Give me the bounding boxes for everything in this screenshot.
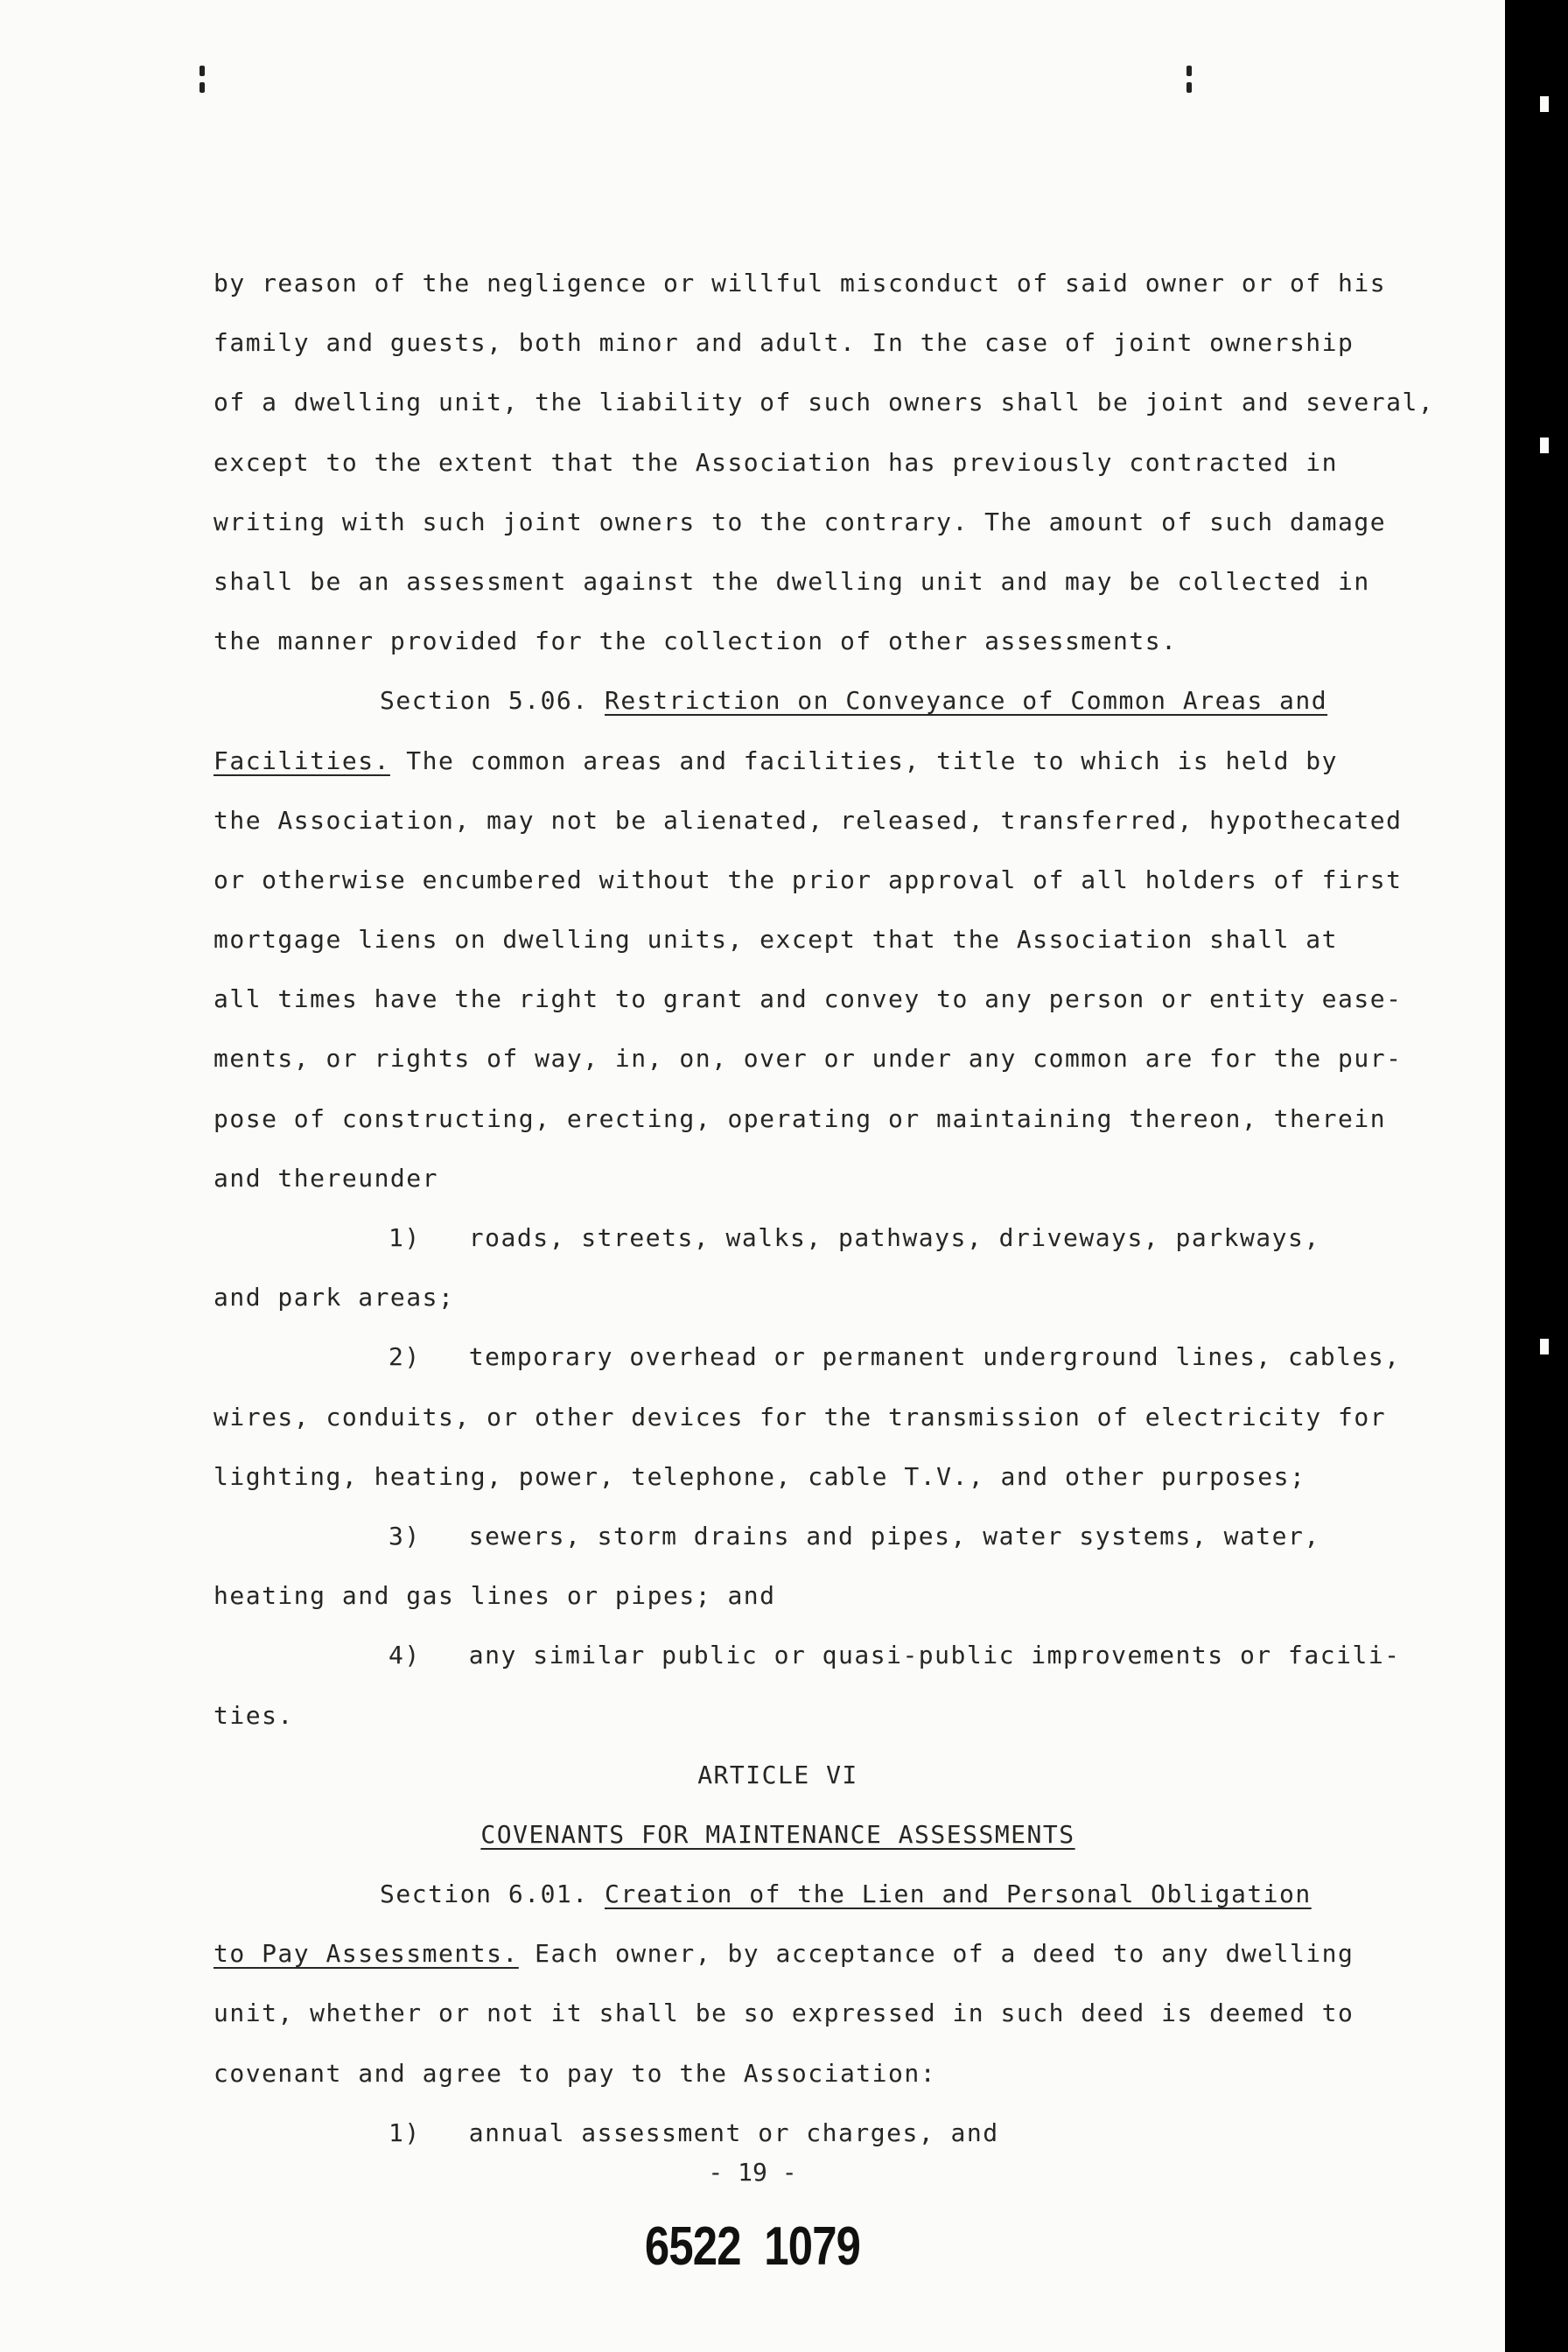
section-title-cont: Facilities.: [214, 746, 390, 775]
body-line: shall be an assessment against the dwelling unit and may be collected in: [214, 566, 1370, 596]
body-line: ments, or rights of way, in, on, over or under any common are for the pur-: [214, 1044, 1403, 1074]
body-line: mortgage liens on dwelling units, except that the Association shall at: [214, 925, 1339, 955]
body-line: of a dwelling unit, the liability of such owners shall be joint and several,: [214, 388, 1435, 417]
body-line: unit, whether or not it shall be so expressed in such deed is deemed to: [214, 1998, 1354, 2028]
article-subheading: [214, 1805, 1342, 1865]
item-text: roads, streets, walks, pathways, driveways, parkways,: [468, 1223, 1320, 1252]
body-line: the Association, may not be alienated, released, transferred, hypothecated: [214, 805, 1403, 835]
body-line: writing with such joint owners to the contrary. The amount of such damage: [214, 507, 1387, 536]
body-line: by reason of the negligence or willful misconduct of said owner or of his: [214, 269, 1387, 298]
section-5-06-heading: [214, 671, 1342, 731]
item-text: sewers, storm drains and pipes, water systems, water,: [468, 1521, 1320, 1550]
section-label: Section 6.01.: [380, 1880, 589, 1909]
item-number: 1): [388, 1223, 421, 1252]
body-line: pose of constructing, erecting, operating or maintaining thereon, therein: [214, 1103, 1387, 1133]
list-item-4: [214, 1626, 1401, 1685]
list-item-cont: wires, conduits, or other devices for the transmission of electricity for: [214, 1402, 1387, 1432]
list-item-3: [214, 1507, 1342, 1566]
body-line: covenant and agree to pay to the Association:: [214, 2058, 937, 2088]
book-page-stamp: 6522 1079: [644, 2216, 861, 2277]
list-item-cont: heating and gas lines or pipes; and: [214, 1581, 776, 1611]
page-number: - 19 -: [708, 2158, 797, 2187]
item-number: 4): [388, 1641, 421, 1670]
body-text: Each owner, by acceptance of a deed to any dwelling: [518, 1939, 1354, 1969]
body-line: except to the extent that the Association has previously contracted in: [214, 447, 1339, 477]
scan-edge-mark: [1540, 438, 1549, 453]
section-6-01-line2: [214, 1924, 1354, 1984]
article-subheading-text: COVENANTS FOR MAINTENANCE ASSESSMENTS: [480, 1819, 1075, 1849]
section-title: Creation of the Lien and Personal Obligation: [605, 1880, 1312, 1909]
list-item-2: [214, 1327, 1401, 1387]
body-line: family and guests, both minor and adult. In the case of joint ownership: [214, 328, 1354, 358]
list-item-cont: lighting, heating, power, telephone, cable T.V., and other purposes;: [214, 1461, 1306, 1491]
item-text: any similar public or quasi-public improvements or facili-: [468, 1641, 1401, 1670]
item-number: 3): [388, 1521, 421, 1550]
punch-marks-right: [1186, 63, 1204, 75]
item-text: annual assessment or charges, and: [468, 2118, 999, 2147]
article-heading: ARTICLE VI: [697, 1760, 858, 1789]
section-title-cont: to Pay Assessments.: [214, 1939, 519, 1969]
scan-edge-mark: [1540, 96, 1549, 112]
body-line: the manner provided for the collection of other assessments.: [214, 626, 1178, 656]
list-item-1: [214, 2104, 1342, 2163]
body-text: The common areas and facilities, title to which is held by: [389, 746, 1339, 775]
body-line: or otherwise encumbered without the prior approval of all holders of first: [214, 864, 1403, 894]
item-text: temporary overhead or permanent underground lines, cables,: [468, 1342, 1401, 1372]
document-body: [214, 254, 1435, 2163]
section-title: Restriction on Conveyance of Common Areas and: [605, 686, 1328, 716]
section-5-06-line2: [214, 732, 1342, 791]
body-line: and thereunder: [214, 1163, 439, 1193]
section-6-01-heading: [214, 1865, 1342, 1924]
item-number: 2): [388, 1342, 421, 1372]
body-line: all times have the right to grant and convey to any person or entity ease-: [214, 984, 1403, 1014]
section-label: Section 5.06.: [380, 686, 589, 716]
scan-edge-mark: [1540, 1339, 1549, 1354]
list-item-cont: and park areas;: [214, 1283, 455, 1312]
list-item-1: [214, 1208, 1342, 1268]
item-number: 1): [388, 2118, 421, 2147]
list-item-cont: ties.: [214, 1700, 294, 1730]
punch-marks-left: [200, 63, 217, 75]
